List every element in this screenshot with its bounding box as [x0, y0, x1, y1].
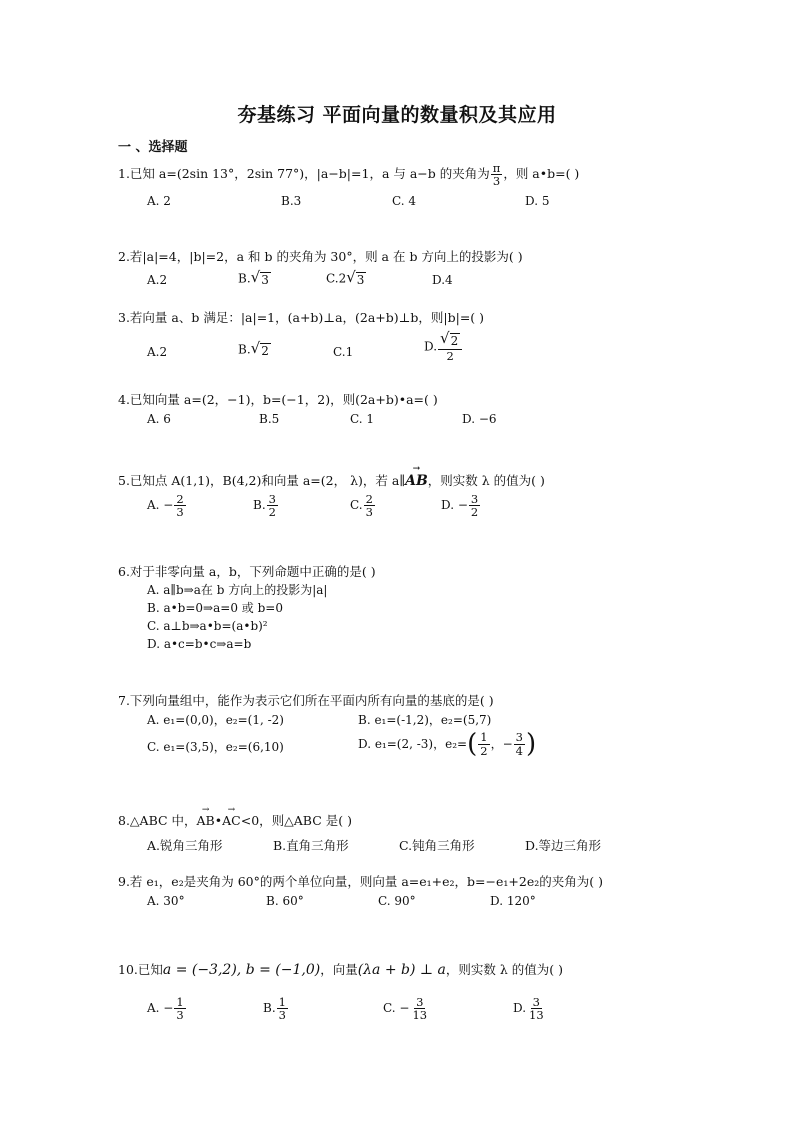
sqrt-symbol: √ 3 [346, 268, 365, 287]
q5-b-den: 2 [268, 505, 276, 520]
question-8-stem [118, 815, 352, 828]
q8-vector-ab: → AB [197, 815, 215, 828]
q6-option-b: B. a•b=0⇒a=0 或 b=0 [147, 601, 283, 615]
q10-a-prefix: A. − [147, 1001, 174, 1016]
q10-option-d [513, 996, 547, 1021]
q5-a-num: 2 [176, 492, 184, 506]
q5-d-den: 2 [470, 505, 479, 520]
q6-option-a: A. a∥b⇒a在 b 方向上的投影为|a| [147, 583, 328, 597]
q7-d-prefix: D. e₁=(2, -3)，e₂= [358, 737, 468, 751]
q7-option-c: C. e₁=(3,5)，e₂=(6,10) [147, 740, 284, 754]
q7-option-b: B. e₁=(-1,2)，e₂=(5,7) [358, 713, 492, 727]
q3-d-radicand: 2 [450, 334, 459, 348]
q10-d-num: 3 [532, 995, 540, 1009]
question-7-stem: 7.下列向量组中，能作为表示它们所在平面内所有向量的基底的是( ) [118, 693, 494, 708]
q3-option-a: A.2 [147, 345, 168, 359]
q10-d-den: 13 [529, 1008, 544, 1023]
q5-a-den: 3 [176, 505, 184, 520]
question-4-stem: 4.已知向量 a=(2，−1)，b=(−1，2)，则(2a+b)•a=( ) [118, 392, 438, 407]
q3-d-fraction [438, 331, 462, 362]
q8-option-b: B.直角三角形 [273, 838, 349, 853]
q3-option-b [238, 341, 271, 359]
q5-text-b: ，则实数 λ 的值为( ) [427, 473, 545, 488]
q7-d-den1: 2 [480, 743, 488, 758]
q4-option-b: B.5 [259, 412, 280, 426]
q5-d-num: 3 [470, 492, 479, 506]
q10-text-mid: ，向量 [320, 962, 358, 977]
q7-d-sep: ，− [490, 737, 513, 751]
q7-option-a: A. e₁=(0,0)，e₂=(1, -2) [147, 713, 284, 727]
q7-d-num2: 3 [515, 730, 523, 745]
q1-frac-num: π [492, 161, 501, 175]
q4-option-a: A. 6 [147, 412, 171, 426]
q3-d-den: 2 [446, 349, 454, 363]
q8-text-a: 8.△ABC 中， [118, 813, 197, 828]
q9-option-b: B. 60° [266, 894, 304, 908]
q8-option-c: C.钝角三角形 [399, 838, 475, 853]
q5-b-prefix: B. [253, 498, 266, 513]
q8-dot: • [214, 813, 223, 828]
sqrt-symbol: √ 2 [250, 339, 269, 358]
q6-option-c: C. a⊥b⇒a•b=(a•b)² [147, 619, 268, 633]
q10-c-den: 13 [412, 1008, 428, 1023]
q5-a-prefix: A. − [147, 498, 174, 513]
q2-b-prefix: B. [238, 271, 251, 286]
q2-option-b [238, 270, 271, 288]
question-3-stem: 3.若向量 a、b 满足：|a|=1，(a+b)⊥a，(2a+b)⊥b，则|b|=( ) [118, 310, 485, 325]
q10-text-b: ，则实数 λ 的值为( ) [445, 962, 563, 977]
q1-option-b: B.3 [281, 194, 302, 208]
q1-option-c: C. 4 [392, 194, 417, 208]
q2-option-c [326, 270, 366, 288]
q10-b-num: 1 [278, 995, 286, 1009]
section-heading: 一 、选择题 [118, 140, 188, 155]
q10-option-a [147, 996, 187, 1021]
q4-option-d: D. −6 [462, 412, 497, 426]
q5-option-b [253, 493, 279, 518]
q7-d-den2: 4 [515, 743, 523, 758]
q6-option-d: D. a•c=b•c⇒a=b [147, 637, 252, 651]
q10-expression-vectors: a = (−3,2), b = (−1,0) [162, 962, 321, 978]
q10-expression-perp: (λa + b) ⊥ a [357, 962, 446, 978]
q7-d-num1: 1 [480, 730, 488, 745]
q10-c-prefix: C. − [383, 1001, 410, 1016]
q5-d-prefix: D. − [441, 498, 468, 513]
q5-text-a: 5.已知点 A(1,1)，B(4,2)和向量 a=(2， λ)，若 a∥ [118, 473, 406, 488]
q10-c-num: 3 [416, 995, 424, 1009]
q10-option-b [263, 996, 289, 1021]
q1-frac-den: 3 [492, 174, 501, 189]
q9-option-d: D. 120° [490, 894, 536, 908]
q3-option-c: C.1 [333, 345, 354, 359]
q1-option-a: A. 2 [147, 194, 171, 208]
question-6-stem: 6.对于非零向量 a，b，下列命题中正确的是( ) [118, 564, 376, 579]
q7-option-d: D. e₁=(2, -3)，e₂=( $\frac{1}{2}$ ，− $\frac{3}{4}$ ) [358, 729, 537, 759]
q9-option-c: C. 90° [378, 894, 416, 908]
q5-c-den: 3 [365, 505, 373, 520]
q10-b-prefix: B. [263, 1001, 276, 1016]
q2-option-d: D.4 [432, 273, 453, 287]
question-9-stem: 9.若 e₁，e₂是夹角为 60°的两个单位向量，则向量 a=e₁+e₂，b=−e₁+2e₂的夹角为( ) [118, 874, 603, 889]
page-title: 夯基练习 平面向量的数量积及其应用 [237, 104, 557, 126]
q3-option-d [424, 331, 463, 362]
q10-d-prefix: D. [513, 1001, 527, 1016]
q5-option-d [441, 493, 481, 518]
q3-d-prefix: D. [424, 339, 438, 354]
sqrt-symbol: √ 3 [250, 268, 269, 287]
q5-option-a [147, 493, 187, 518]
q1-text-a: 1.已知 a=(2sin 13°，2sin 77°)，|a−b|=1，a 与 a−b 的夹角为 [118, 166, 490, 182]
q1-text-b: ，则 a•b=( ) [503, 166, 580, 182]
q10-a-den: 3 [176, 1008, 184, 1023]
q1-option-d: D. 5 [525, 194, 550, 208]
q5-c-prefix: C. [350, 498, 363, 513]
q1-fraction [491, 162, 503, 187]
question-5-stem [118, 474, 545, 488]
question-1-stem [118, 162, 579, 187]
q5-vector-ab: → AB [405, 474, 428, 488]
q10-a-num: 1 [176, 995, 184, 1009]
q10-text-a: 10.已知 [118, 962, 163, 977]
q3-b-prefix: B. [238, 342, 251, 357]
question-2-stem: 2.若|a|=4，|b|=2，a 和 b 的夹角为 30°，则 a 在 b 方向上的投影为( ) [118, 249, 523, 264]
q10-b-den: 3 [278, 1008, 286, 1023]
q5-b-num: 3 [268, 492, 276, 506]
q8-option-a: A.锐角三角形 [147, 838, 223, 853]
q2-c-radicand: 3 [356, 273, 365, 287]
q2-b-radicand: 3 [261, 273, 269, 287]
q10-option-c [383, 996, 430, 1021]
q8-text-b: <0，则△ABC 是( ) [240, 813, 352, 828]
q8-vector-ac: → AC [222, 815, 241, 828]
q3-b-radicand: 2 [261, 344, 269, 358]
q5-option-c [350, 493, 376, 518]
q5-c-num: 2 [365, 492, 373, 506]
q3-d-num: √ 2 [438, 331, 462, 350]
q2-c-prefix: C.2 [326, 271, 347, 286]
q8-option-d: D.等边三角形 [525, 838, 602, 853]
q2-option-a: A.2 [147, 273, 168, 287]
q9-option-a: A. 30° [147, 894, 185, 908]
question-10-stem [118, 963, 563, 977]
q4-option-c: C. 1 [350, 412, 375, 426]
